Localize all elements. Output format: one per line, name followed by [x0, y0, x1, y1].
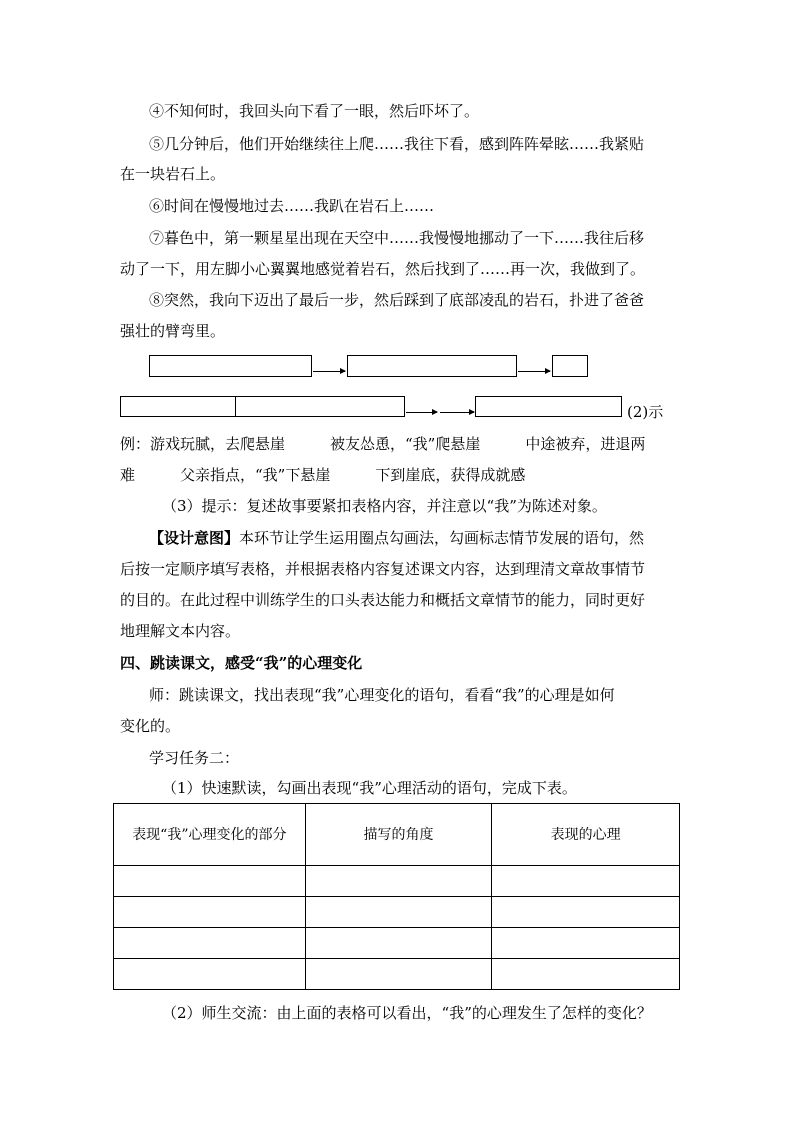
plot-blank-box-6: [475, 396, 622, 417]
table-cell[interactable]: [492, 897, 680, 928]
table-cell[interactable]: [114, 897, 306, 928]
table-row: [114, 866, 680, 897]
paragraph-5-line-2: 在一块岩石上。: [120, 165, 226, 183]
example-line-3: 难 父亲指点，“我”下悬崖 下到崖底，获得成就感: [120, 466, 526, 484]
paragraph-6: ⑥时间在慢慢地过去……我趴在岩石上……: [149, 197, 435, 215]
table-cell[interactable]: [492, 866, 680, 897]
table-cell[interactable]: [305, 897, 492, 928]
arrow-right-icon: [518, 371, 550, 372]
table-row: [114, 928, 680, 959]
table-row: [114, 897, 680, 928]
arrow-right-icon: [406, 412, 437, 413]
paragraph-8-line-2: 强壮的臂弯里。: [120, 322, 226, 340]
table-cell[interactable]: [492, 959, 680, 990]
table-row: [114, 959, 680, 990]
table-cell[interactable]: [492, 928, 680, 959]
table-cell[interactable]: [305, 959, 492, 990]
design-intent-line-2: 后按一定顺序填写表格，并根据表格内容复述课文内容，达到理清文章故事情节: [120, 560, 646, 578]
paragraph-8-line-1: ⑧突然，我向下迈出了最后一步，然后踩到了底部凌乱的岩石，扑进了爸爸: [149, 291, 645, 309]
example-line-2: 例：游戏玩腻，去爬悬崖 被友怂恿，“我”爬悬崖 中途被弃，进退两: [120, 435, 646, 453]
task-title: 学习任务二：: [149, 749, 240, 767]
example-label: (2)示: [627, 403, 664, 421]
design-intent-label: 【设计意图】: [149, 529, 240, 547]
plot-blank-box-3: [552, 355, 588, 377]
table-cell[interactable]: [114, 959, 306, 990]
hint-text: （3）提示：复述故事要紧扣表格内容，并注意以“我”为陈述对象。: [162, 497, 607, 515]
table-cell[interactable]: [305, 866, 492, 897]
table-cell[interactable]: [114, 866, 306, 897]
paragraph-7-line-1: ⑦暮色中，第一颗星星出现在天空中……我慢慢地挪动了一下……我往后移: [149, 229, 645, 247]
table-header-row: [114, 804, 680, 866]
arrow-right-icon: [440, 412, 474, 413]
task-1: （1）快速默读，勾画出表现“我”心理活动的语句，完成下表。: [162, 779, 577, 797]
plot-blank-box-2: [347, 355, 517, 377]
design-intent-line-3: 的目的。在此过程中训练学生的口头表达能力和概括文章情节的能力，同时更好: [120, 591, 646, 609]
paragraph-7-line-2: 动了一下，用左脚小心翼翼地感觉着岩石，然后找到了……再一次，我做到了。: [120, 260, 646, 278]
arrow-right-icon: [313, 371, 345, 372]
plot-blank-box-1: [149, 355, 312, 377]
teacher-instruction-line-2: 变化的。: [120, 717, 181, 735]
table-header-cell: 表现的心理: [492, 804, 680, 866]
design-intent-line-4: 地理解文本内容。: [120, 622, 241, 640]
paragraph-5-line-1: ⑤几分钟后，他们开始继续往上爬……我往下看，感到阵阵晕眩……我紧贴: [149, 135, 645, 153]
psychology-table: [113, 803, 680, 990]
plot-blank-box-4: [120, 396, 236, 417]
design-intent-line-1: [149, 528, 644, 548]
task-2: （2）师生交流：由上面的表格可以看出，“我”的心理发生了怎样的变化？: [162, 1004, 652, 1022]
paragraph-4: ④不知何时，我回头向下看了一眼，然后吓坏了。: [149, 102, 480, 120]
section-heading: 四、跳读课文，感受“我”的心理变化: [120, 654, 363, 672]
table-cell[interactable]: [114, 928, 306, 959]
table-header-cell: 表现“我”心理变化的部分: [114, 804, 306, 866]
table-header-cell: 描写的角度: [305, 804, 492, 866]
design-intent-text: 本环节让学生运用圈点勾画法，勾画标志情节发展的语句，然: [239, 529, 645, 547]
plot-blank-box-5: [235, 396, 405, 417]
table-cell[interactable]: [305, 928, 492, 959]
teacher-instruction-line-1: 师：跳读课文，找出表现“我”心理变化的语句，看看“我”的心理是如何: [149, 686, 615, 704]
